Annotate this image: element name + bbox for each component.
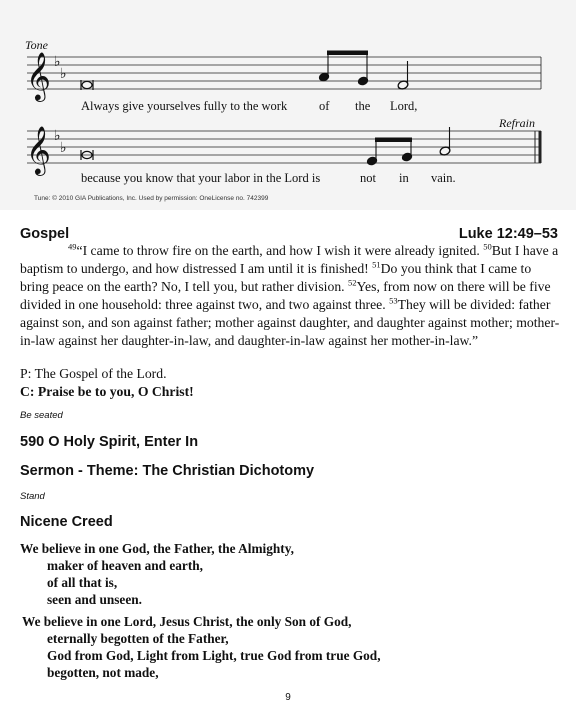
treble-clef-icon: 𝄞 (26, 51, 51, 100)
lyric-line1-main: Always give yourselves fully to the work (81, 99, 288, 113)
gospel-heading: Gospel (20, 226, 70, 242)
flat-icon: ♭ (60, 140, 67, 156)
flat-icon: ♭ (54, 128, 61, 144)
treble-clef-icon: 𝄞 (26, 125, 51, 174)
verse-text: But I have a baptism to undergo, and how distressed I am until it is finished! (20, 243, 559, 276)
creed-line: God from God, Light from Light, true God from true God, (47, 648, 381, 663)
verse-text: Do you think that I came to bring peace on the earth? No, I tell you, but rather division. (20, 261, 532, 294)
lyric-line1-lord: Lord, (390, 99, 418, 113)
lyric-line2-not: not (360, 171, 376, 185)
verse-number: 52 (348, 277, 357, 288)
music-notation (0, 0, 576, 210)
flat-icon: ♭ (54, 54, 61, 70)
creed-heading: Nicene Creed (20, 514, 113, 530)
eighth-notes (366, 138, 412, 166)
lyric-line1-of: of (319, 99, 330, 113)
creed-line: We believe in one God, the Father, the Almighty, (20, 541, 294, 556)
breve-note (81, 80, 93, 90)
lyric-line1-the: the (355, 99, 371, 113)
rubric-stand: Stand (20, 491, 45, 502)
rubric-be-seated: Be seated (20, 410, 63, 421)
verse-text: “I came to throw fire on the earth, and how I wish it were already ignited. (76, 243, 484, 258)
creed-line: begotten, not made, (47, 665, 159, 680)
verse-number: 51 (372, 259, 381, 270)
verse-number: 53 (389, 295, 398, 306)
verse-text: Yes, from now on there will be five divided in one household: three against two, and two against three. (20, 279, 551, 312)
pastor-response: P: The Gospel of the Lord. (20, 366, 167, 381)
gospel-reference: Luke 12:49–53 (458, 226, 558, 242)
congregation-response: C: Praise be to you, O Christ! (20, 384, 194, 399)
hymn-heading: 590 O Holy Spirit, Enter In (20, 434, 199, 450)
sermon-heading: Sermon - Theme: The Christian Dichotomy (20, 463, 315, 479)
creed-line: of all that is, (47, 575, 118, 590)
page-number: 9 (285, 692, 291, 703)
staff-1 (27, 57, 541, 89)
creed-line: We believe in one Lord, Jesus Christ, the only Son of God, (22, 614, 352, 629)
music-credit: Tune: © 2010 GIA Publications, Inc. Used by permission: OneLicense no. 742399 (34, 195, 269, 202)
gospel-text (20, 242, 560, 350)
verse-number: 49 (68, 241, 77, 252)
staff-2 (27, 131, 541, 163)
tone-label: Tone (25, 38, 48, 52)
verse-number: 50 (483, 241, 492, 252)
verse-text: They will be divided: father against son, and son against father; mother against daughter, and daughter against mother; mother-in-law against her daughter-in-law, and daughter-in-law against her mother-in-law.” (20, 297, 560, 348)
refrain-label: Refrain (499, 116, 535, 130)
lyric-line2-in: in (399, 171, 409, 185)
lyric-line2-main: because you know that your labor in the Lord is (81, 171, 321, 185)
creed-line: eternally begotten of the Father, (47, 631, 229, 646)
creed-line: maker of heaven and earth, (47, 558, 203, 573)
creed-line: seen and unseen. (47, 592, 142, 607)
flat-icon: ♭ (60, 66, 67, 82)
lyric-line2-vain: vain. (431, 171, 456, 185)
